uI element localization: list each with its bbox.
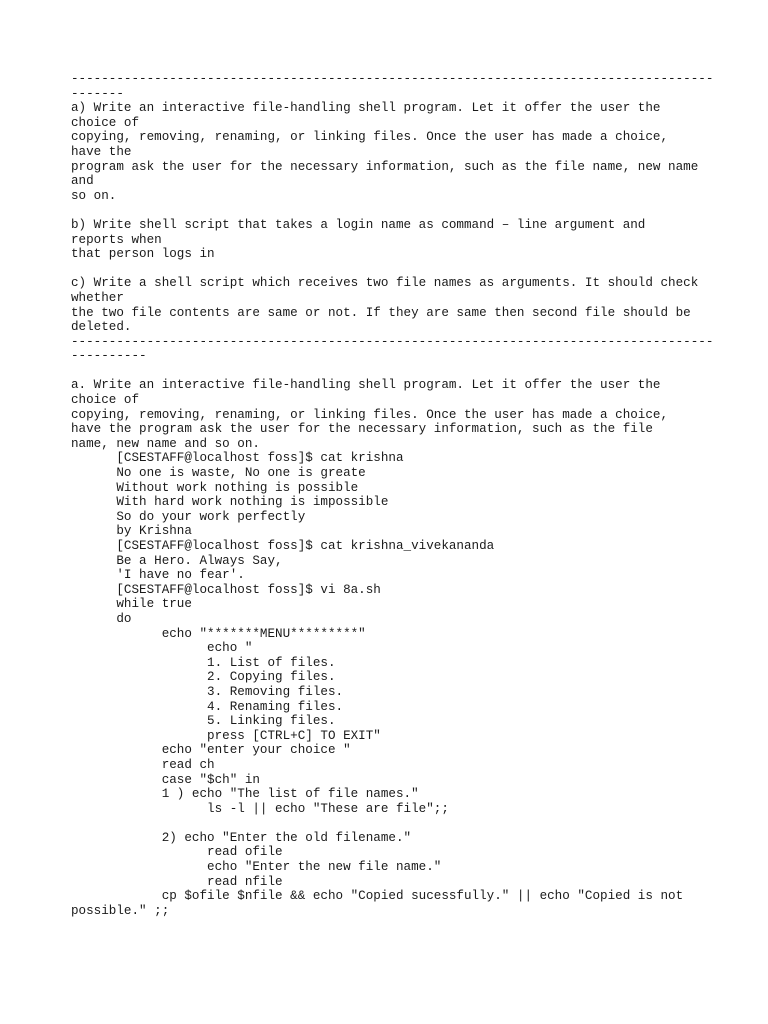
document-line bbox=[71, 364, 711, 379]
document-line: 1. List of files. bbox=[71, 655, 336, 670]
document-line: choice of bbox=[71, 115, 140, 130]
document-line: possible." ;; bbox=[71, 903, 170, 918]
document-line bbox=[71, 203, 711, 218]
document-line: name, new name and so on. bbox=[71, 436, 260, 451]
document-line: reports when bbox=[71, 232, 162, 247]
document-line: [CSESTAFF@localhost foss]$ vi 8a.sh bbox=[71, 582, 381, 597]
document-line: echo "Enter the new file name." bbox=[71, 860, 442, 875]
document-line: ------------------------------------------------------------------------------------- bbox=[71, 72, 714, 86]
document-line: With hard work nothing is impossible bbox=[71, 495, 389, 510]
document-line: Without work nothing is possible bbox=[71, 480, 359, 495]
document-line: [CSESTAFF@localhost foss]$ cat krishna_vivekananda bbox=[71, 539, 495, 553]
document-line: read ofile bbox=[71, 845, 283, 860]
document-line: ------- bbox=[71, 86, 124, 101]
document-line: [CSESTAFF@localhost foss]$ cat krishna bbox=[71, 451, 404, 466]
document-line: copying, removing, renaming, or linking files. Once the user has made a choice, bbox=[71, 407, 669, 422]
document-line: 1 ) echo "The list of file names." bbox=[71, 787, 419, 802]
document-line: echo "*******MENU*********" bbox=[71, 626, 366, 641]
document-line: copying, removing, renaming, or linking files. Once the user has made a choice, bbox=[71, 130, 669, 145]
document-line: do bbox=[71, 611, 132, 626]
document-line: case "$ch" in bbox=[71, 772, 260, 787]
document-line: ls -l || echo "These are file";; bbox=[71, 801, 449, 816]
document-line: 5. Linking files. bbox=[71, 714, 336, 729]
document-line: echo "enter your choice " bbox=[71, 743, 351, 758]
document-line bbox=[71, 816, 711, 831]
document-line: No one is waste, No one is greate bbox=[71, 466, 366, 481]
document-line: by Krishna bbox=[71, 524, 192, 539]
document-line: 'I have no fear'. bbox=[71, 568, 245, 583]
document-line: c) Write a shell script which receives two file names as arguments. It should check bbox=[71, 276, 699, 291]
document-line: program ask the user for the necessary information, such as the file name, new name bbox=[71, 159, 699, 174]
document-line: ---------- bbox=[71, 349, 147, 364]
document-line: Be a Hero. Always Say, bbox=[71, 553, 283, 568]
document-line: that person logs in bbox=[71, 247, 215, 262]
document-line: So do your work perfectly bbox=[71, 509, 306, 524]
document-line: read ch bbox=[71, 757, 215, 772]
document-line: have the program ask the user for the necessary information, such as the file bbox=[71, 422, 653, 437]
document-line: read nfile bbox=[71, 874, 283, 889]
document-line: whether bbox=[71, 290, 124, 305]
document-line: a. Write an interactive file-handling shell program. Let it offer the user the bbox=[71, 378, 661, 393]
document-line: 2. Copying files. bbox=[71, 670, 336, 685]
document-line: ------------------------------------------------------------------------------------- bbox=[71, 334, 714, 349]
document-line bbox=[71, 262, 711, 277]
document-line: b) Write shell script that takes a login name as command – line argument and bbox=[71, 217, 646, 232]
document-line: press [CTRL+C] TO EXIT" bbox=[71, 728, 381, 743]
document-line: echo " bbox=[71, 641, 253, 656]
document-page bbox=[71, 72, 714, 918]
document-line: and bbox=[71, 174, 94, 189]
document-line: 2) echo "Enter the old filename." bbox=[71, 830, 412, 845]
document-line: a) Write an interactive file-handling shell program. Let it offer the user the bbox=[71, 101, 661, 116]
document-line: cp $ofile $nfile && echo "Copied sucessfully." || echo "Copied is not bbox=[71, 889, 684, 904]
document-line: deleted. bbox=[71, 320, 132, 335]
document-line: while true bbox=[71, 597, 192, 612]
document-line: 3. Removing files. bbox=[71, 684, 344, 699]
document-line: have the bbox=[71, 144, 132, 159]
document-line: the two file contents are same or not. If they are same then second file should be bbox=[71, 305, 691, 320]
document-line: 4. Renaming files. bbox=[71, 699, 344, 714]
document-line: so on. bbox=[71, 188, 117, 203]
document-line: choice of bbox=[71, 393, 140, 408]
